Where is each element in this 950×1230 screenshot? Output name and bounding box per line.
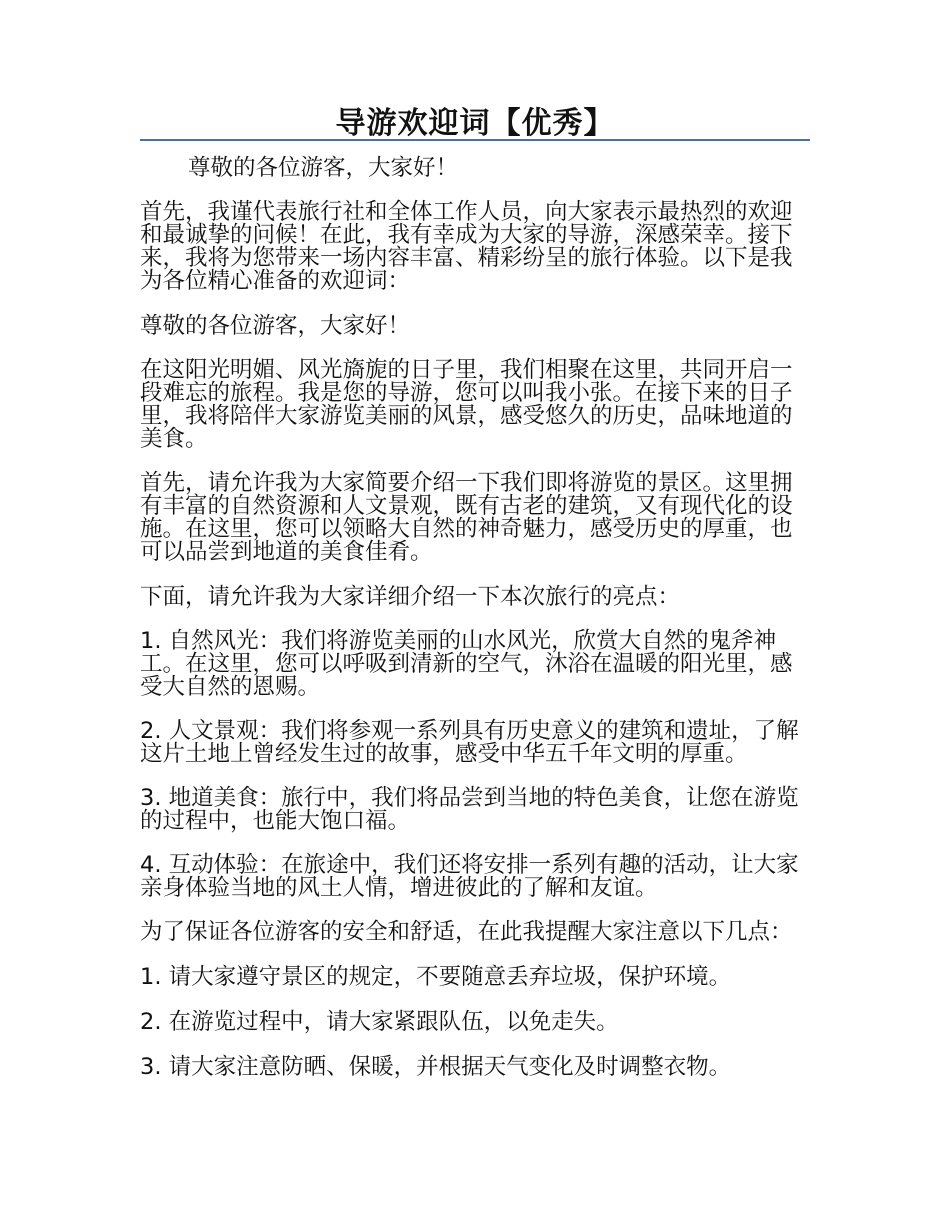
paragraph-welcome: 首先，我谨代表旅行社和全体工作人员，向大家表示最热烈的欢迎和最诚挚的问候！在此，我有幸成为大家的导游，深感荣幸。接下来，我将为您带来一场内容丰富、精彩纷呈的旅行体验。以下是我为各位精心准备的欢迎词： bbox=[140, 199, 793, 294]
list-item-highlight-1: 1. 自然风光：我们将游览美丽的山水风光，欣赏大自然的鬼斧神工。在这里，您可以呼吸到清新的空气，沐浴在温暖的阳光里，感受大自然的恩赐。 bbox=[140, 628, 793, 700]
paragraph-scenic-area: 首先，请允许我为大家简要介绍一下我们即将游览的景区。这里拥有丰富的自然资源和人文景观，既有古老的建筑，又有现代化的设施。在这里，您可以领略大自然的神奇魅力，感受历史的厚重，也可以品尝到地道的美食佳肴。 bbox=[140, 470, 793, 565]
paragraph-safety-heading: 为了保证各位游客的安全和舒适，在此我提醒大家注意以下几点： bbox=[140, 919, 793, 945]
list-item-safety-1: 1. 请大家遵守景区的规定，不要随意丢弃垃圾，保护环境。 bbox=[140, 964, 732, 990]
list-item-highlight-4: 4. 互动体验：在旅途中，我们还将安排一系列有趣的活动，让大家亲身体验当地的风土人情，增进彼此的了解和友谊。 bbox=[140, 852, 799, 901]
document-body bbox=[140, 156, 810, 1100]
paragraph-highlights-heading: 下面，请允许我为大家详细介绍一下本次旅行的亮点： bbox=[140, 584, 681, 610]
greeting-intro: 尊敬的各位游客，大家好！ bbox=[188, 155, 459, 181]
list-item-highlight-3: 3. 地道美食：旅行中，我们将品尝到当地的特色美食，让您在游览的过程中，也能大饱口福。 bbox=[140, 785, 799, 834]
list-item-safety-3: 3. 请大家注意防晒、保暖，并根据天气变化及时调整衣物。 bbox=[140, 1054, 732, 1080]
list-item-highlight-2: 2. 人文景观：我们将参观一系列具有历史意义的建筑和遗址，了解这片土地上曾经发生过的故事，感受中华五千年文明的厚重。 bbox=[140, 718, 799, 767]
page-title: 导游欢迎词【优秀】 bbox=[335, 106, 615, 141]
title-underline bbox=[140, 139, 810, 141]
paragraph-intro: 在这阳光明媚、风光旖旎的日子里，我们相聚在这里，共同开启一段难忘的旅程。我是您的导游，您可以叫我小张。在接下来的日子里，我将陪伴大家游览美丽的风景，感受悠久的历史，品味地道的美食。 bbox=[140, 357, 793, 452]
paragraph-greeting: 尊敬的各位游客，大家好！ bbox=[140, 313, 411, 339]
list-item-safety-2: 2. 在游览过程中，请大家紧跟队伍，以免走失。 bbox=[140, 1009, 619, 1035]
